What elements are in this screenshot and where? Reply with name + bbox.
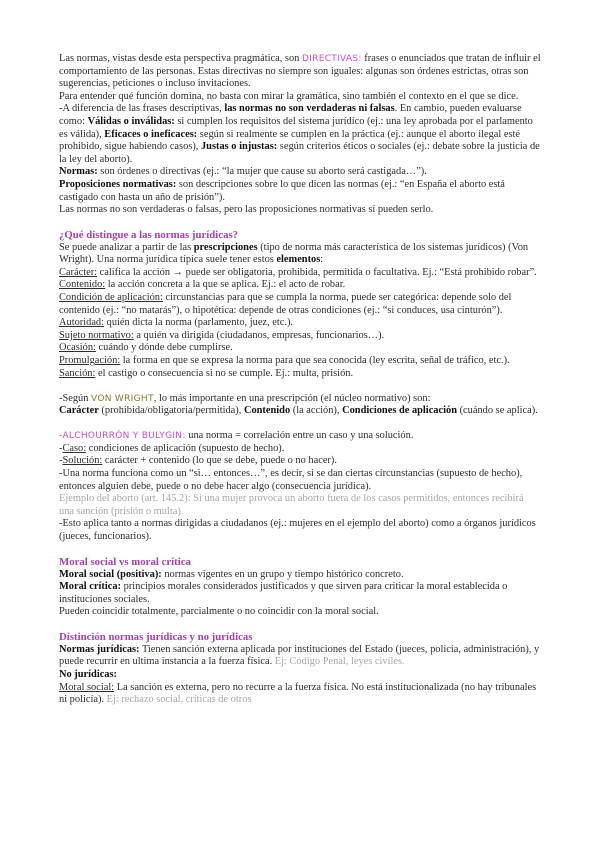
list-item-ocasion: Ocasión: cuándo y dónde debe cumplirse. [59,342,233,354]
list-item-condicion: Condición de aplicación: circunstancias para que se cumpla la norma, puede ser categórica: depende solo del contenido (ej.: “no matarás”), o hipotética: depende de otras condiciones (ej.: “si conduces, usa cinturón”). [59,292,512,316]
paragraph-alchourron-bulygin: -ALCHOURRÓN Y BULYGIN: una norma = correlación entre un caso y una solución. [59,430,414,442]
list-item-promulgacion: Promulgación: la forma en que se expresa la norma para que sea conocida (ley escrita, señal de tráfico, etc.). [59,355,510,367]
list-item-contenido: Contenido: la acción concreta a la que se aplica. Ej.: el acto de robar. [59,279,346,291]
handwritten-mark-alchourron: ALCHOURRÓN Y BULYGIN: [62,431,186,442]
list-item-caso: -Caso: condiciones de aplicación (supuesto de hecho). [59,442,285,454]
list-item-caracter: Carácter: califica la acción → puede ser obligatoria, prohibida, permitida o facultativa. Ej.: “Está prohibido robar”. [59,266,537,278]
handwritten-mark-von-wright: VON WRIGHT [91,393,154,404]
paragraph-contexto: Para entender qué función domina, no basta con mirar la gramática, sino también el contexto en el que se dice. [59,90,519,102]
heading-distincion: Distinción normas jurídicas y no jurídicas [59,631,253,644]
paragraph-evaluacion: -A diferencia de las frases descriptivas, las normas no son verdaderas ni falsas. En cambio, pueden evaluarse como: Válidas o inválidas: si cumplen los requisitos del sistema jurídico (ej.: una ley aprobada por el parlamento es válida), Eficaces o ineficaces: según si realmente se cumplen en la práctica (ej.: aunque el aborto ilegal esté prohibido, sigue habiendo casos), Justas o injustas: según criterios éticos o sociales (ej.: debate sobre la justicia de la ley del aborto). [59,103,540,165]
list-item-solucion: -Solución: carácter + contenido (lo que se debe, puede o no hacer). [59,455,337,467]
paragraph-nucleo-normativo: Carácter (prohibida/obligatoria/permitida), Contenido (la acción), Condiciones de aplicación (cuándo se aplica). [59,405,538,417]
document-page [59,53,541,707]
list-item-sancion: Sanción: el castigo o consecuencia si no se cumple. Ej.: multa, prisión. [59,367,354,379]
handwritten-mark-directivas: DIRECTIVAS: [301,54,362,64]
paragraph-normas-juridicas: Normas jurídicas: Tienen sanción externa aplicada por instituciones del Estado (jueces, policía, administración), y puede recurrir en ultima instancia a la fuerza física. Ej: Código Penal, leyes civiles. [59,643,540,668]
list-item-sujeto: Sujeto normativo: a quién va dirigida (ciudadanos, empresas, funcionarios…). [59,329,385,341]
paragraph-moral-social-sancion: Moral social: La sanción es externa, pero no recurre a la fuerza física. No está institucionalizada (no hay tribunales ni policía). Ej: rechazo social, críticas de otros [59,681,537,706]
heading-moral: Moral social vs moral crítica [59,555,191,568]
list-item-autoridad: Autoridad: quién dicta la norma (parlamento, juez, etc.). [59,317,294,329]
paragraph-moral-social: Moral social (positiva): normas vigentes en un grupo y tiempo histórico concreto. [59,568,404,580]
paragraph-si-entonces: -Una norma funciona como un “si… entonces…”, es decir, si se dan ciertas circunstancias (supuesto de hecho), entonces alguien debe, puede o no debe hacer algo (consecuencia jurídica). [59,467,523,492]
paragraph-moral-critica: Moral crítica: principios morales considerados justificados y que sirven para criticar la moral establecida o instituciones sociales. [59,581,508,605]
example-aborto: Ejemplo del aborto (art. 145.2): Si una mujer provoca un aborto fuera de los casos permitidos, entonces recibirá una sanción (prisión o multa). [59,493,524,517]
paragraph-prescripciones: Se puede analizar a partir de las prescripciones (tipo de norma más característica de los sistemas jurídicos) (Von Wright). Una norma jurídica típica suele tener estos elementos: [59,241,529,266]
paragraph-no-juridicas: No jurídicas: [59,669,118,681]
paragraph-conclusion: Las normas no son verdaderas o falsas, pero las proposiciones normativas sí pueden serlo. [59,204,434,216]
paragraph-coincidencia: Pueden coincidir totalmente, parcialmente o no coincidir con la moral social. [59,606,379,618]
paragraph-von-wright: -Según VON WRIGHT, lo más importante en una prescripción (el núcleo normativo) son: [59,392,431,404]
heading-normas-juridicas: ¿Qué distingue a las normas jurídicas? [59,229,239,242]
paragraph-proposiciones: Proposiciones normativas: son descripciones sobre lo que dicen las normas (ej.: “en España el aborto está castigado con hasta un año de prisión”). [59,178,505,203]
paragraph-normas: Normas: son órdenes o directivas (ej.: “la mujer que cause su aborto será castigada…”). [59,166,427,178]
paragraph-aplicacion: -Esto aplica tanto a normas dirigidas a ciudadanos (ej.: mujeres en el ejemplo del aborto) como a órganos jurídicos (jueces, funcionarios). [59,518,536,542]
paragraph-directivas: Las normas, vistas desde esta perspectiva pragmática, son DIRECTIVAS: frases o enunciados que tratan de influir el comportamiento de las personas. Estas directivas no siempre son iguales: algunas son órdenes estrictas, otras son sugerencias, peticiones o incluso invitaciones. [59,53,541,90]
